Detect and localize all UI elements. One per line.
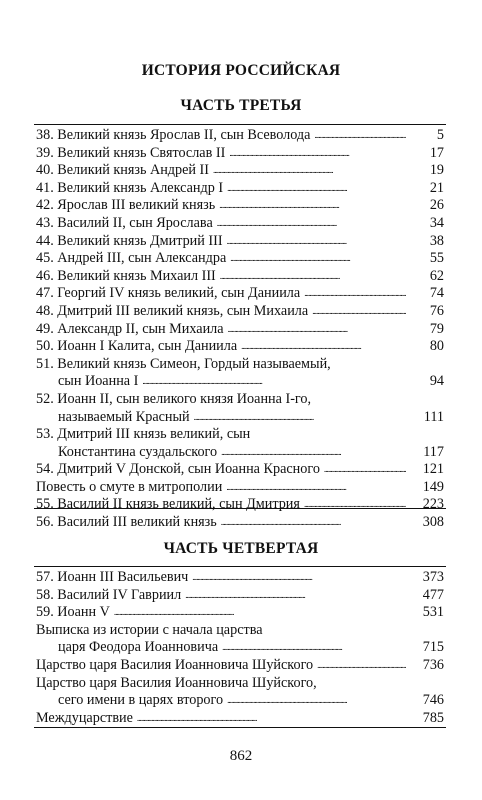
toc-page-number: 34: [429, 214, 444, 231]
toc-entry-title: 57. Иоанн III Васильевич: [36, 569, 189, 585]
part3-toc: [36, 127, 444, 532]
toc-entry: [36, 479, 444, 497]
toc-entry-title: 43. Василий II, сын Ярослава: [36, 214, 213, 231]
toc-entry-title: 56. Василий III великий князь: [36, 514, 217, 531]
toc-entry-title: 52. Иоанн II, сын великого князя Иоанна I-го,: [36, 390, 312, 407]
toc-entry: [36, 338, 444, 356]
toc-entry-title: 48. Дмитрий III великий князь, сын Михаила: [36, 302, 309, 319]
toc-entry: [36, 145, 444, 163]
toc-entry: [36, 285, 444, 303]
toc-page-number: 477: [422, 586, 444, 603]
toc-page-number: 117: [423, 443, 444, 460]
toc-entry: [36, 622, 444, 657]
dot-leader: [192, 568, 406, 587]
toc-page-number: 19: [429, 162, 444, 179]
toc-entry: [36, 461, 444, 479]
toc-page-number: 5: [436, 127, 444, 143]
dot-leader: [222, 638, 406, 657]
toc-entry-title: 58. Василий IV Гавриил: [36, 586, 182, 603]
toc-entry: [36, 710, 444, 728]
toc-entry: [36, 496, 444, 514]
toc-page-number: 121: [422, 461, 444, 478]
toc-entry-title: 38. Великий князь Ярослав II, сын Всеволода: [36, 127, 311, 143]
toc-page-number: 26: [429, 197, 444, 214]
dot-leader: [324, 460, 406, 479]
toc-entry: [36, 162, 444, 180]
toc-entry-title: 39. Великий князь Святослав II: [36, 144, 226, 161]
toc-page-number: 38: [429, 232, 444, 249]
toc-page-number: 373: [422, 569, 444, 585]
book-title: ИСТОРИЯ РОССИЙСКАЯ: [141, 62, 341, 79]
toc-page-number: 62: [429, 267, 444, 284]
dot-leader: [314, 126, 406, 145]
toc-page-number: 531: [422, 604, 444, 621]
dot-leader: [194, 408, 406, 427]
toc-entry: [36, 356, 444, 391]
toc-entry-title: 49. Александр II, сын Михаила: [36, 320, 224, 337]
part4-toc: [36, 569, 444, 727]
toc-entry: [36, 514, 444, 532]
dot-leader: [142, 372, 406, 391]
toc-page-number: 736: [422, 656, 444, 673]
toc-entry: [36, 604, 444, 622]
toc-entry-title-continued: царя Феодора Иоанновича: [58, 639, 219, 656]
dot-leader: [227, 232, 406, 251]
toc-page-number: 17: [429, 144, 444, 161]
dot-leader: [241, 337, 406, 356]
dot-leader: [226, 478, 406, 497]
dot-leader: [137, 709, 406, 728]
dot-leader: [185, 586, 406, 605]
toc-page-number: 76: [429, 302, 444, 319]
dot-leader: [228, 320, 406, 339]
dot-leader: [312, 302, 406, 321]
toc-page-number: 74: [429, 285, 444, 302]
toc-page-number: 21: [429, 179, 444, 196]
toc-entry-title: Междуцарствие: [36, 709, 133, 726]
page-number: 862: [229, 748, 253, 764]
toc-entry-title: Выписка из истории с начала царства: [36, 621, 263, 638]
toc-page-number: 80: [429, 338, 444, 355]
toc-page-number: 55: [429, 250, 444, 267]
toc-entry: [36, 180, 444, 198]
toc-entry-title: Царство царя Василия Иоанновича Шуйского: [36, 656, 314, 673]
dot-leader: [304, 284, 406, 303]
dot-leader: [317, 656, 406, 675]
toc-entry-title: 42. Ярослав III великий князь: [36, 197, 216, 214]
toc-entry-title: 53. Дмитрий III князь великий, сын: [36, 426, 251, 443]
toc-entry: [36, 233, 444, 251]
toc-entry-title-continued: сын Иоанна I: [58, 373, 139, 390]
toc-entry: [36, 391, 444, 426]
toc-entry: [36, 215, 444, 233]
toc-entry-title: Царство царя Василия Иоанновича Шуйского,: [36, 674, 317, 691]
toc-entry-title-continued: Константина суздальского: [58, 443, 218, 460]
toc-entry: [36, 657, 444, 675]
toc-page-number: 785: [422, 709, 444, 726]
toc-entry-title-continued: сего имени в царях второго: [58, 692, 224, 709]
toc-entry-title: 55. Василий II князь великий, сын Дмитрия: [36, 496, 300, 513]
toc-entry: [36, 426, 444, 461]
dot-leader: [221, 513, 406, 532]
part4-title: ЧАСТЬ ЧЕТВЕРТАЯ: [163, 540, 319, 557]
dot-leader: [217, 214, 406, 233]
toc-entry: [36, 587, 444, 605]
toc-entry-title: 54. Дмитрий V Донской, сын Иоанна Красного: [36, 461, 320, 478]
dot-leader: [221, 443, 406, 462]
toc-page-number: 79: [429, 320, 444, 337]
toc-page-number: 111: [423, 408, 444, 425]
dot-leader: [114, 603, 406, 622]
dot-leader: [220, 267, 406, 286]
toc-entry-title: 47. Георгий IV князь великий, сын Даниила: [36, 285, 301, 302]
toc-entry: [36, 303, 444, 321]
toc-entry-title: 41. Великий князь Александр I: [36, 179, 224, 196]
dot-leader: [213, 161, 406, 180]
toc-entry-title-continued: называемый Красный: [58, 408, 190, 425]
toc-page-number: 715: [422, 639, 444, 656]
toc-page-number: 746: [422, 692, 444, 709]
toc-page-number: 223: [422, 496, 444, 513]
toc-entry-title: Повесть о смуте в митрополии: [36, 478, 223, 495]
toc-entry: [36, 321, 444, 339]
dot-leader: [227, 691, 406, 710]
toc-page-number: 149: [422, 478, 444, 495]
toc-entry-title: 50. Иоанн I Калита, сын Даниила: [36, 338, 238, 355]
dot-leader: [227, 179, 406, 198]
part4-bottom-rule: [34, 727, 446, 728]
toc-entry: [36, 675, 444, 710]
toc-entry: [36, 250, 444, 268]
part3-top-rule: [34, 124, 446, 125]
toc-entry-title: 46. Великий князь Михаил III: [36, 267, 216, 284]
toc-entry-title: 45. Андрей III, сын Александра: [36, 250, 227, 267]
toc-entry-title: 59. Иоанн V: [36, 604, 110, 621]
toc-entry: [36, 127, 444, 145]
toc-entry: [36, 569, 444, 587]
dot-leader: [304, 495, 406, 514]
part4-top-rule: [34, 566, 446, 567]
dot-leader: [219, 196, 406, 215]
toc-page-number: 94: [429, 373, 444, 390]
toc-entry-title: 40. Великий князь Андрей II: [36, 162, 210, 179]
toc-entry: [36, 268, 444, 286]
toc-entry-title: 51. Великий князь Симеон, Гордый называемый,: [36, 355, 331, 372]
toc-page-number: 308: [422, 514, 444, 531]
part3-title: ЧАСТЬ ТРЕТЬЯ: [180, 97, 302, 114]
part3-bottom-rule: [34, 508, 446, 509]
dot-leader: [230, 249, 406, 268]
toc-entry: [36, 197, 444, 215]
dot-leader: [229, 144, 406, 163]
toc-entry-title: 44. Великий князь Дмитрий III: [36, 232, 223, 249]
